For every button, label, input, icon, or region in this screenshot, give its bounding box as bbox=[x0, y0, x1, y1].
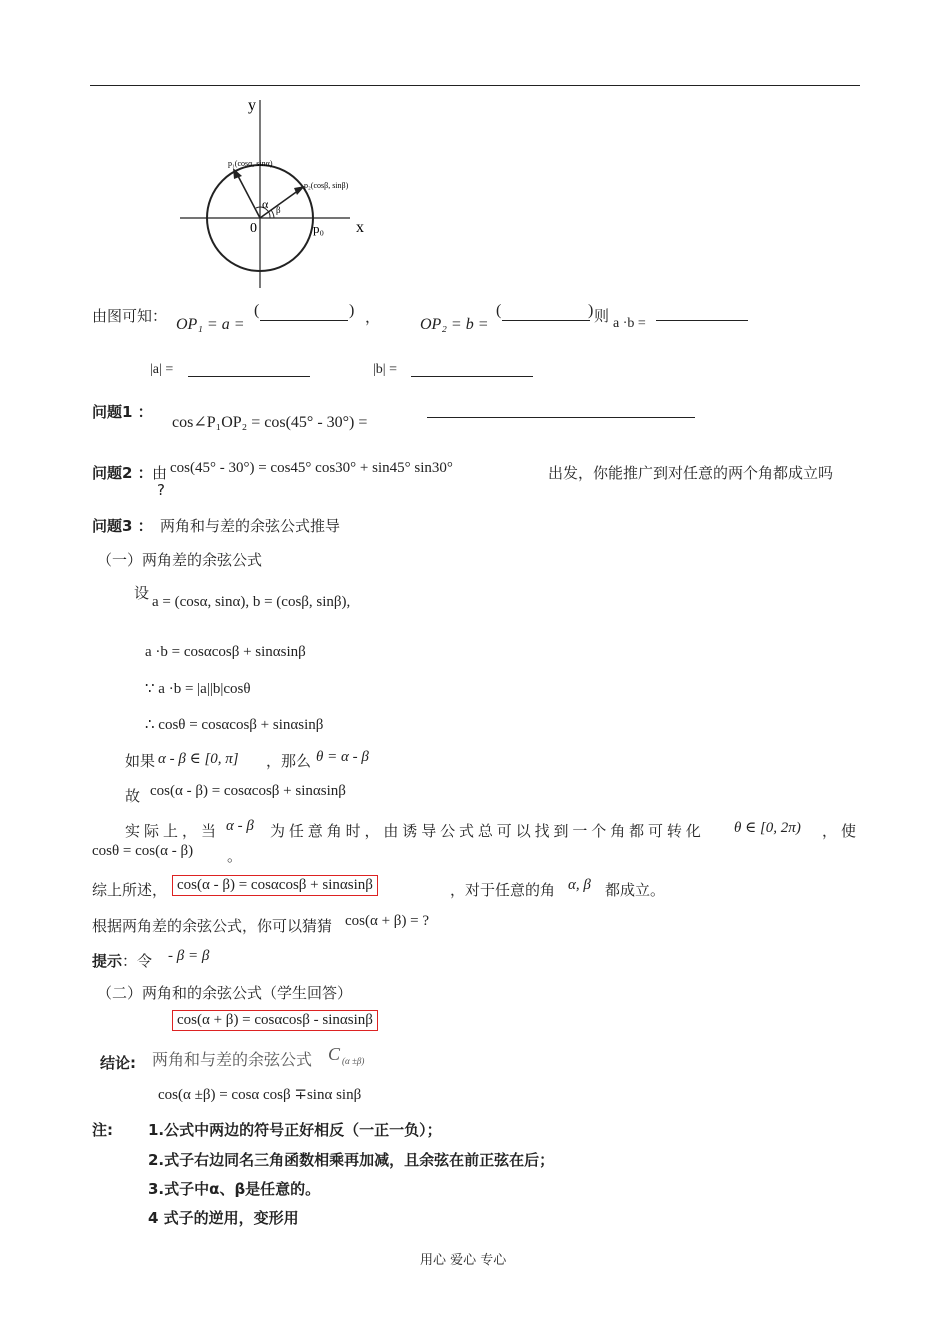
paragraph-text-c: ，使 bbox=[822, 822, 861, 840]
notes-label: 注: bbox=[92, 1121, 113, 1139]
op2-paren-open: ( bbox=[496, 302, 502, 319]
question-1-label: 问题1 ： bbox=[92, 403, 153, 421]
sum-formula-boxed: cos(α + β) = cosαcosβ - sinαsinβ bbox=[172, 1010, 378, 1031]
vector-definition: a = (cosα, sinα), b = (cosβ, sinβ), bbox=[152, 594, 351, 610]
because-line: ∵ a ·b = |a||b|cosθ bbox=[145, 681, 251, 697]
theta-equals: θ = α - β bbox=[316, 749, 369, 765]
unit-circle-figure bbox=[170, 92, 380, 292]
header-rule bbox=[90, 85, 860, 86]
combined-formula: cos(α ±β) = cosα cosβ ∓sinα sinβ bbox=[158, 1087, 362, 1103]
b-magnitude-blank[interactable] bbox=[411, 362, 533, 381]
page-footer: 用心 爱心 专心 bbox=[420, 1253, 507, 1268]
dot-product-expression: a ·b = bbox=[613, 316, 646, 331]
question-2-text-a: 由 bbox=[152, 464, 168, 482]
guess-text: 根据两角差的余弦公式，你可以猜猜 bbox=[92, 917, 333, 935]
then-that-label: ，那么 bbox=[266, 752, 312, 770]
a-magnitude-expression: |a| = bbox=[150, 362, 174, 377]
figure-intro-label: 由图可知： bbox=[92, 307, 168, 325]
p1-label: p₁(cosα, sinα) bbox=[228, 159, 273, 168]
summary-text-c: 都成立。 bbox=[605, 881, 666, 899]
x-axis-label: x bbox=[356, 219, 364, 236]
beta-label: β bbox=[276, 205, 281, 215]
angle-range-condition: α - β ∈ [0, π] bbox=[158, 751, 239, 767]
note-item-1: 1.公式中两边的符号正好相反（一正一负）； bbox=[148, 1121, 442, 1139]
hence-label: 故 bbox=[125, 787, 141, 805]
op1-answer-blank[interactable] bbox=[260, 306, 348, 325]
dot-product-answer-blank[interactable] bbox=[656, 306, 748, 325]
section-1-title: （一）两角差的余弦公式 bbox=[97, 551, 263, 569]
alpha-label: α bbox=[262, 197, 269, 211]
question-3-label: 问题3 ： bbox=[92, 517, 153, 535]
paragraph-text-a: 实际上，当 bbox=[125, 822, 221, 840]
hint-colon: ：令 bbox=[122, 952, 153, 970]
y-axis-label: y bbox=[248, 97, 256, 114]
note-item-3: 3.式子中α、β是任意的。 bbox=[148, 1180, 321, 1198]
op2-answer-blank[interactable] bbox=[502, 306, 590, 325]
question-2-text-b: 出发，你能推广到对任意的两个角都成立吗 bbox=[548, 464, 834, 482]
question-3-text: 两角和与差的余弦公式推导 bbox=[160, 517, 341, 535]
question-1-expression: cos∠P₁OP₂ = cos(45° - 30°) = bbox=[172, 414, 368, 431]
conclusion-subscript: (α ±β) bbox=[342, 1056, 365, 1066]
paragraph-cos-theta: cosθ = cos(α - β) bbox=[92, 843, 194, 859]
difference-formula-boxed: cos(α - β) = cosαcosβ + sinαsinβ bbox=[172, 875, 378, 896]
note-item-2: 2.式子右边同名三角函数相乘再加减，且余弦在前正弦在后； bbox=[148, 1151, 555, 1169]
hint-expression: - β = β bbox=[168, 948, 210, 964]
then-label: 则 bbox=[594, 307, 610, 325]
question-2-question-mark: ? bbox=[157, 481, 165, 499]
op2-expression: OP₂ = b = bbox=[420, 316, 489, 333]
op1-vector bbox=[237, 174, 260, 218]
summary-angles: α, β bbox=[568, 877, 591, 893]
difference-formula: cos(α - β) = cosαcosβ + sinαsinβ bbox=[150, 783, 346, 799]
origin-label: 0 bbox=[250, 221, 257, 236]
conclusion-symbol: C bbox=[328, 1044, 341, 1064]
note-item-4: 4 式子的逆用，变形用 bbox=[148, 1209, 299, 1227]
op1-paren-close: ) bbox=[349, 302, 355, 319]
question-1-answer-blank[interactable] bbox=[427, 403, 695, 422]
a-magnitude-blank[interactable] bbox=[188, 362, 310, 381]
hint-label: 提示 bbox=[92, 952, 123, 970]
paragraph-theta-range: θ ∈ [0, 2π) bbox=[734, 820, 801, 836]
separator-comma: ， bbox=[365, 308, 381, 326]
b-magnitude-expression: |b| = bbox=[373, 362, 398, 377]
if-label: 如果 bbox=[125, 752, 156, 770]
set-label: 设 bbox=[134, 584, 150, 602]
question-2-label: 问题2 ： bbox=[92, 464, 153, 482]
op2-paren-close: ) bbox=[588, 302, 594, 319]
op1-paren-open: ( bbox=[254, 302, 260, 319]
therefore-line: ∴ cosθ = cosαcosβ + sinαsinβ bbox=[145, 717, 324, 733]
paragraph-period: 。 bbox=[227, 847, 243, 865]
guess-expression: cos(α + β) = ? bbox=[345, 913, 430, 929]
summary-text-b: ，对于任意的角 bbox=[450, 881, 556, 899]
beta-arc bbox=[271, 210, 274, 218]
dot-product-formula: a ·b = cosαcosβ + sinαsinβ bbox=[145, 644, 306, 660]
p2-label: p₂(cosβ, sinβ) bbox=[304, 181, 349, 190]
p0-label: p₀ bbox=[313, 221, 325, 236]
paragraph-angle: α - β bbox=[226, 818, 254, 834]
question-2-expression: cos(45° - 30°) = cos45° cos30° + sin45° sin30° bbox=[170, 460, 453, 476]
summary-label: 综上所述， bbox=[92, 881, 168, 899]
op1-expression: OP₁ = a = bbox=[176, 316, 245, 333]
paragraph-text-b: 为任意角时，由诱导公式总可以找到一个角都可转化 bbox=[270, 822, 705, 840]
section-2-title: （二）两角和的余弦公式（学生回答） bbox=[97, 984, 353, 1002]
conclusion-text: 两角和与差的余弦公式 bbox=[152, 1050, 313, 1069]
conclusion-label: 结论: bbox=[100, 1054, 136, 1072]
